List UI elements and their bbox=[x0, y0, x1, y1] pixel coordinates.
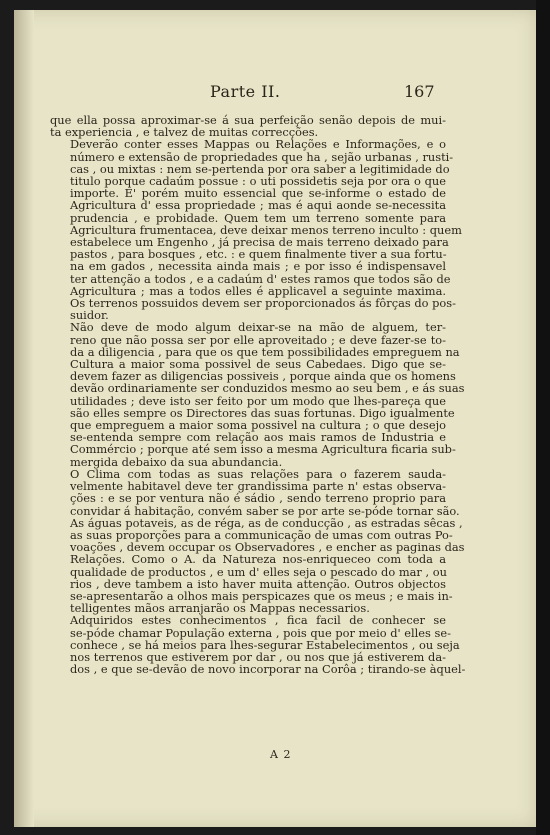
text-line: cas , ou mixtas : nem se-pertenda por ora saber a legitimidade do bbox=[70, 161, 450, 176]
text-line: importe. E' porém muito essencial que se-informe o estado de bbox=[70, 186, 446, 201]
page-number: 167 bbox=[404, 82, 435, 101]
text-line: são elles sempre os Directores das suas fortunas. Digo igualmente bbox=[70, 405, 455, 420]
text-line: voações , devem occupar os Observadores , e encher as paginas das bbox=[70, 540, 465, 555]
text-line: na em gados , necessita ainda mais ; e por isso é indispensavel bbox=[70, 259, 446, 274]
text-line: devão ordinariamente ser conduzidos mesmo ao seu bem , e ás suas bbox=[70, 381, 465, 396]
text-line: Adquiridos estes conhecimentos , fica facil de conhecer se bbox=[70, 613, 446, 628]
text-line: qualidade de productos , e um d' elles seja o pescado do mar , ou bbox=[70, 564, 447, 579]
text-line: se-póde chamar População externa , pois que por meio d' elles se- bbox=[70, 625, 451, 640]
text-line: as suas proporções para a communicação de umas com outras Po- bbox=[70, 527, 453, 542]
text-line: estabelece um Engenho , já precisa de mais terreno deixado para bbox=[70, 235, 449, 250]
text-line: Relações. Como o A. da Natureza nos-enriqueceo com toda a bbox=[70, 552, 446, 567]
running-title: Parte II. bbox=[210, 82, 281, 101]
book-page bbox=[14, 10, 536, 827]
page-header bbox=[14, 82, 536, 104]
paragraph bbox=[50, 466, 465, 616]
paragraph bbox=[50, 114, 446, 138]
text-line: telligentes mãos arranjarão os Mappas necessarios. bbox=[70, 601, 370, 616]
text-line: devem fazer as diligencias possiveis , porque ainda que os homens bbox=[70, 369, 456, 384]
body-text bbox=[50, 113, 466, 677]
printer-signature: A 2 bbox=[270, 748, 292, 761]
text-line: Cultura a maior soma possivel de seus Cabedaes. Digo que se- bbox=[70, 357, 446, 372]
text-line: que ella possa aproximar-se á sua perfeição senão depois de mui- bbox=[50, 113, 446, 127]
text-line: ções : e se por ventura não é sádio , sendo terreno proprio para bbox=[70, 491, 446, 506]
paragraph bbox=[50, 137, 462, 323]
text-line: Não deve de modo algum deixar-se na mão de alguem, ter- bbox=[70, 320, 446, 335]
text-line: nos terrenos que estiverem por dar , ou nos que já estiverem da- bbox=[70, 649, 446, 664]
text-line: ter attenção a todos , e a cadaúm d' estes ramos que todos são de bbox=[70, 271, 451, 286]
text-line: pastos , para bosques , etc. : e quem finalmente tiver a sua fortu- bbox=[70, 247, 447, 262]
text-line: Agricultura frumentacea, deve deixar menos terreno inculto : quem bbox=[70, 222, 462, 237]
scan-border bbox=[536, 0, 550, 835]
text-line: Agricultura d' essa propriedade ; mas é aqui aonde se-necessita bbox=[70, 198, 446, 213]
text-line: número e extensão de propriedades que ha , sejão urbanas , rusti- bbox=[70, 149, 454, 164]
text-line: suidor. bbox=[70, 308, 109, 323]
text-line: Os terrenos possuidos devem ser proporcionados ás fôrças do pos- bbox=[70, 296, 456, 311]
text-line: ta experiencia , e talvez de muitas correcções. bbox=[50, 125, 319, 140]
paragraph bbox=[50, 613, 466, 677]
text-line: Deverão conter esses Mappas ou Relações e Informações, e o bbox=[70, 137, 446, 152]
text-line: mergida debaixo da sua abundancia. bbox=[70, 454, 283, 469]
text-line: conhece , se há meios para lhes-segurar Estabelecimentos , ou seja bbox=[70, 637, 460, 652]
text-line: utilidades ; deve isto ser feito por um modo que lhes-pareça que bbox=[70, 393, 446, 408]
text-line: titulo porque cadaúm possue : o uti possidetis seja por ora o que bbox=[70, 174, 446, 189]
text-line: que empreguem a maior soma possivel na cultura ; o que desejo bbox=[70, 418, 446, 433]
paragraph bbox=[50, 320, 465, 469]
text-line: Commércio ; porque até sem isso a mesma Agricultura ficaria sub- bbox=[70, 442, 456, 457]
text-line: se-apresentarão a olhos mais perspicazes que os meus ; e mais in- bbox=[70, 588, 453, 603]
text-line: se-entenda sempre com relação aos mais ramos de Industria e bbox=[70, 430, 446, 445]
text-line: velmente habitavel deve ter grandissima parte n' estas observa- bbox=[70, 479, 446, 494]
page-gutter bbox=[14, 10, 34, 827]
text-line: convidar á habitação, convém saber se por arte se-póde tornar são. bbox=[70, 503, 460, 518]
text-line: rios , deve tambem a isto haver muita attenção. Outros objectos bbox=[70, 576, 446, 591]
text-line: reno que não possa ser por elle aproveitado ; e deve fazer-se to- bbox=[70, 332, 446, 347]
text-line: da a diligencia , para que os que tem possibilidades empreguem na bbox=[70, 344, 460, 359]
text-line: dos , e que se-devão de novo incorporar na Corôa ; tirando-se àquel- bbox=[70, 662, 466, 677]
text-line: As águas potaveis, as de réga, as de conducção , as estradas sêcas , bbox=[70, 515, 463, 530]
text-line: Agricultura ; mas a todos elles é applicavel a seguinte maxima. bbox=[70, 283, 446, 298]
text-line: prudencia , e probidade. Quem tem um terreno somente para bbox=[70, 210, 446, 225]
text-line: O Clima com todas as suas relações para o fazerem sauda- bbox=[70, 466, 446, 481]
